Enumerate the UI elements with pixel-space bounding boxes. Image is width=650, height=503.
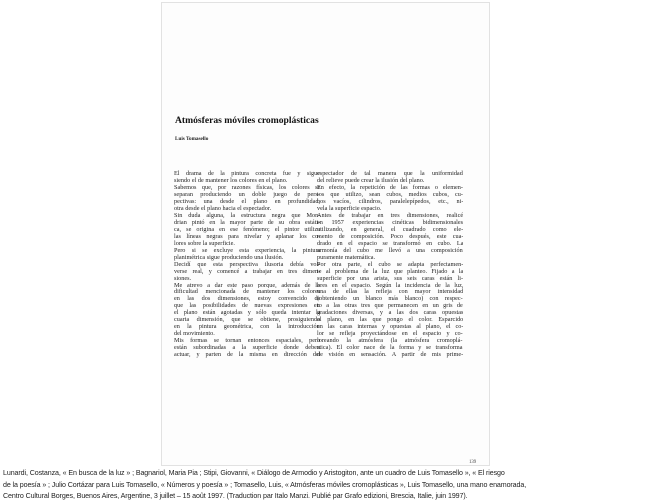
text-line: una de ellas la refleja con mayor intensidad xyxy=(317,288,463,296)
text-line: loreando la atmósfera (la atmósfera cromoplá- xyxy=(317,337,463,345)
text-line: del relieve puede crear la ilusión del plano. xyxy=(317,176,425,184)
text-line: espectador de tal manera que la uniformidad xyxy=(317,170,463,177)
page-number: 139 xyxy=(469,460,477,465)
text-line: siones. xyxy=(174,274,192,282)
text-line: actuar, y parten de la misma en dirección del xyxy=(174,351,320,359)
caption xyxy=(3,468,648,503)
text-line: El drama de la pintura concreta fue y sigue xyxy=(174,170,320,177)
text-line: Sabemos que, por razones físicas, los colores se xyxy=(174,183,320,191)
text-line: tos que utilizo, sean cubos, medios cubos, cu- xyxy=(317,190,463,198)
text-line: que las posibilidades de nuevas expresiones en xyxy=(174,302,320,310)
text-line: lor se refleja proyectándose en el espacio y co- xyxy=(317,330,463,338)
text-line: ca, se origina en ese fenómeno; el pintor utiliza xyxy=(174,225,320,233)
text-line: utilizando, en general, el cuadrado como ele- xyxy=(317,225,463,233)
text-line: de visión en sensación. A partir de mis prime- xyxy=(317,351,463,359)
text-line: del movimiento. xyxy=(174,330,215,338)
text-line: Antes de trabajar en tres dimensiones, realicé xyxy=(317,211,463,219)
text-line: superficie por una arista, sus seis caras están li- xyxy=(317,274,463,282)
text-line: Decidí que esta perspectiva ilusoria debía vol- xyxy=(174,260,320,268)
text-line: planimétrica sigue produciendo una ilusión. xyxy=(174,253,284,261)
text-line: el plano están agotadas y sólo queda intentar la xyxy=(174,309,320,317)
text-line: (obteniendo un blanco más blanco) con respec- xyxy=(317,295,463,303)
caption-line: Lunardi, Costanza, « En busca de la luz » ; Bagnariol, Maria Pia ; Stipi, Giovanni, « Diálogo de Armodio y Aristogiton, ante un cuadro de Luis Tomasello », « El riesgo xyxy=(3,469,505,477)
text-line: lores sobre la superficie. xyxy=(174,239,235,247)
text-line: Por otra parte, el cubo se adapta perfectamen- xyxy=(317,260,463,268)
text-line: cuarta dimensión, que se obtiene, prosiguiendo xyxy=(174,316,320,324)
text-line: puramente matemática. xyxy=(317,253,376,261)
text-line: están subordinadas a la superficie donde deben xyxy=(174,344,320,352)
text-line: al plano, en las que pongo el color. Esparcido xyxy=(317,316,463,324)
text-line: bres en el espacio. Según la incidencia de la luz, xyxy=(317,281,463,289)
caption-line: Centro Cultural Borges, Buenos Aires, Argentine, 3 juillet – 15 août 1997. (Traduction par Italo Manzi. Publié par Grafo edizioni, Brescia, Italie, juin 1997). xyxy=(3,492,468,500)
text-line: En efecto, la repetición de las formas o elemen- xyxy=(317,183,463,191)
text-line: separan produciendo un doble juego de pers- xyxy=(174,190,320,198)
text-line: armonía del cubo me llevó a una composición xyxy=(317,246,463,254)
text-line: te al problema de la luz que planteo. Fijado a la xyxy=(317,267,463,275)
text-line: en las dos dimensiones, estoy convencido de xyxy=(174,295,320,303)
text-line: en las caras internas y opuestas al plano, el co- xyxy=(317,323,463,331)
page-author: Luis Tomasello xyxy=(175,136,209,142)
text-line: to a las otras tres que permanecen en un gris de xyxy=(317,302,463,310)
text-line: stica). El color nace de la forma y se transforma xyxy=(317,344,463,352)
right-text-column xyxy=(317,170,463,358)
document-page xyxy=(161,2,490,466)
text-line: Mis formas se tornan entonces espaciales, pero xyxy=(174,337,320,345)
caption-line: de la poesía » ; Julio Cortázar para Luis Tomasello, « Números y poesía » ; Tomasello, Luis, « Atmósferas móviles cromoplásticas », Luis Tomasello, una mano enamorada, xyxy=(3,480,527,489)
text-line: pectivas: una desde el plano en profundidad, xyxy=(174,197,320,205)
text-line: en 1957 experiencias cinéticas bidimensionales xyxy=(317,218,463,226)
left-text-column xyxy=(174,170,320,358)
text-line: vela la superficie espacio. xyxy=(317,204,382,212)
text-line: Sin duda alguna, la estructura negra que Mon- xyxy=(174,211,320,219)
text-line: en la pintura geométrica, con la introducción xyxy=(174,323,320,331)
text-line: Pero si se excluye esta experiencia, la pintura xyxy=(174,246,320,254)
text-line: verse real, y comencé a trabajar en tres dimen- xyxy=(174,267,320,275)
text-line: drian pintó en la mayor parte de su obra estáti- xyxy=(174,218,320,226)
text-line: otra desde el plano hacia el espectador. xyxy=(174,204,272,212)
text-line: las líneas negras para nivelar y aplanar los co- xyxy=(174,232,320,240)
text-line: Me atrevo a dar este paso porque, además de la xyxy=(174,281,320,289)
text-line: gradaciones diversas, y a las dos caras opuestas xyxy=(317,309,463,317)
text-line: siendo el de mantener los colores en el plano. xyxy=(174,176,288,184)
text-line: drado en el espacio se transformó en cubo. La xyxy=(317,239,463,247)
text-line: dificultad mencionada de mantener los colores xyxy=(174,288,320,296)
text-line: bos vacíos, cilindros, paralelepípedos, etc., ni- xyxy=(317,197,463,205)
text-line: mento de composición. Poco después, este cua- xyxy=(317,232,463,240)
page-title: Atmósferas móviles cromoplásticas xyxy=(175,115,319,126)
